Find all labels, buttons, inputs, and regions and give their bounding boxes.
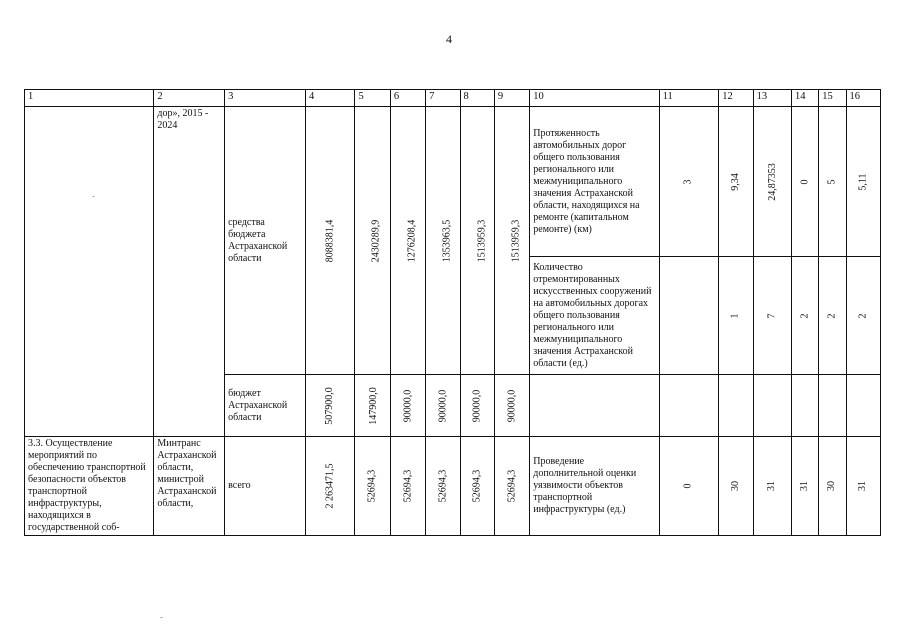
amount-value: 8088381,4 bbox=[324, 219, 336, 262]
funding-source: всего bbox=[225, 437, 306, 536]
indicator-value-cell bbox=[819, 437, 846, 536]
amount-value: 147900,0 bbox=[368, 386, 380, 425]
header-cell: 2 bbox=[154, 90, 225, 107]
amount-cell bbox=[426, 437, 460, 536]
header-cell: 12 bbox=[719, 90, 753, 107]
indicator-value-cell bbox=[791, 437, 818, 536]
indicator-value: 5,11 bbox=[857, 172, 869, 191]
indicator-value-cell bbox=[819, 107, 846, 257]
header-cell: 6 bbox=[390, 90, 425, 107]
indicator-value-cell bbox=[659, 257, 719, 375]
indicator-empty-cell bbox=[659, 375, 719, 437]
scan-speck bbox=[92, 196, 95, 197]
amount-cell bbox=[426, 375, 460, 437]
header-row bbox=[25, 90, 881, 107]
indicator-value-cell bbox=[846, 257, 880, 375]
indicator-value: 30 bbox=[826, 481, 838, 491]
amount-value: 507900,0 bbox=[324, 386, 336, 425]
responsible-executor: Минтранс Астраханской области, министрой Астраханской области, bbox=[154, 437, 225, 536]
amount-value: 52694,3 bbox=[436, 469, 448, 503]
indicator-value: 24,87353 bbox=[766, 162, 778, 201]
indicator-value-cell bbox=[791, 107, 818, 257]
indicator-value-cell bbox=[719, 437, 753, 536]
header-cell: 13 bbox=[753, 90, 791, 107]
amount-value: 52694,3 bbox=[471, 469, 483, 503]
indicator-empty-cell bbox=[791, 375, 818, 437]
amount-cell bbox=[305, 375, 355, 437]
header-cell: 9 bbox=[494, 90, 529, 107]
activity-name: 3.3. Осуществление мероприятий по обеспечению транспортной безопасности объектов транспортной инфраструктуры, находящихся в государственной соб- bbox=[25, 437, 154, 536]
amount-cell bbox=[390, 375, 425, 437]
indicator-value: 1 bbox=[729, 313, 741, 318]
amount-value: 2430289,9 bbox=[370, 219, 382, 262]
amount-cell bbox=[494, 107, 529, 375]
indicator-name: Протяженность автомобильных дорог общего пользования регионального или межмуниципального значения Астраханской области, находящихся на ремонте (капитальном ремонте) (км) bbox=[530, 107, 659, 257]
header-cell: 14 bbox=[791, 90, 818, 107]
indicator-empty-cell bbox=[753, 375, 791, 437]
amount-value: 52694,3 bbox=[366, 469, 378, 503]
indicator-value-cell bbox=[753, 257, 791, 375]
amount-value: 1513959,3 bbox=[475, 219, 487, 262]
indicator-value: 31 bbox=[857, 481, 869, 491]
amount-cell bbox=[460, 375, 494, 437]
amount-cell bbox=[390, 107, 425, 375]
indicator-value: 31 bbox=[799, 481, 811, 491]
indicator-empty-cell bbox=[719, 375, 753, 437]
indicator-empty-cell bbox=[530, 375, 659, 437]
amount-value: 90000,0 bbox=[471, 389, 483, 422]
indicator-value: 2 bbox=[799, 313, 811, 318]
amount-value: 90000,0 bbox=[436, 389, 448, 422]
header-cell: 7 bbox=[426, 90, 460, 107]
amount-value: 52694,3 bbox=[401, 469, 413, 503]
amount-cell bbox=[494, 437, 529, 536]
amount-cell bbox=[305, 107, 355, 375]
amount-cell bbox=[305, 437, 355, 536]
amount-cell bbox=[426, 107, 460, 375]
header-cell: 3 bbox=[225, 90, 306, 107]
indicator-value: 0 bbox=[799, 179, 811, 184]
row-a-col1-cell bbox=[25, 107, 154, 437]
indicator-value: 7 bbox=[766, 313, 778, 318]
row-a-col2-cell: дор», 2015 - 2024 bbox=[154, 107, 225, 437]
indicator-empty-cell bbox=[846, 375, 880, 437]
amount-value: 90000,0 bbox=[506, 389, 518, 422]
program-table bbox=[24, 89, 881, 536]
indicator-name: Проведение дополнительной оценки уязвимости объектов транспортной инфраструктуры (ед.) bbox=[530, 437, 659, 536]
indicator-empty-cell bbox=[819, 375, 846, 437]
header-cell: 10 bbox=[530, 90, 659, 107]
amount-value: 90000,0 bbox=[401, 389, 413, 422]
amount-value: 52694,3 bbox=[506, 469, 518, 503]
header-cell: 8 bbox=[460, 90, 494, 107]
header-cell: 4 bbox=[305, 90, 355, 107]
indicator-value-cell bbox=[791, 257, 818, 375]
indicator-value: 5 bbox=[826, 179, 838, 184]
amount-value: 1276208,4 bbox=[406, 219, 418, 262]
amount-cell bbox=[460, 107, 494, 375]
scan-speck bbox=[160, 617, 163, 618]
indicator-value: 2 bbox=[826, 313, 838, 318]
indicator-value-cell bbox=[846, 437, 880, 536]
header-cell: 1 bbox=[25, 90, 154, 107]
header-cell: 16 bbox=[846, 90, 880, 107]
indicator-name: Количество отремонтированных искусственных сооружений на автомобильных дорогах общего пользования регионального или межмуниципального значения Астраханской области (ед.) bbox=[530, 257, 659, 375]
header-cell: 15 bbox=[819, 90, 846, 107]
table-row bbox=[25, 437, 881, 536]
table-row bbox=[25, 107, 881, 257]
indicator-value: 0 bbox=[682, 483, 694, 489]
indicator-value: 31 bbox=[766, 481, 778, 491]
indicator-value-cell bbox=[819, 257, 846, 375]
amount-value: 2 263471,5 bbox=[324, 463, 336, 509]
indicator-value: 3 bbox=[682, 179, 694, 184]
indicator-value-cell bbox=[846, 107, 880, 257]
amount-cell bbox=[355, 437, 390, 536]
amount-value: 1513959,3 bbox=[510, 219, 522, 262]
amount-cell bbox=[355, 107, 390, 375]
amount-cell bbox=[460, 437, 494, 536]
indicator-value-cell bbox=[719, 107, 753, 257]
amount-cell bbox=[494, 375, 529, 437]
amount-cell bbox=[390, 437, 425, 536]
indicator-value: 30 bbox=[729, 481, 741, 491]
header-cell: 5 bbox=[355, 90, 390, 107]
amount-value: 1353963,5 bbox=[441, 219, 453, 262]
indicator-value-cell bbox=[719, 257, 753, 375]
indicator-value: 2 bbox=[857, 313, 869, 318]
funding-source: бюджет Астраханской области bbox=[225, 375, 306, 437]
funding-source: средства бюджета Астраханской области bbox=[225, 107, 306, 375]
amount-cell bbox=[355, 375, 390, 437]
indicator-value-cell bbox=[753, 437, 791, 536]
indicator-value: 9,34 bbox=[729, 172, 741, 191]
header-cell: 11 bbox=[659, 90, 719, 107]
indicator-value-cell bbox=[659, 107, 719, 257]
page-number: 4 bbox=[446, 32, 452, 46]
indicator-value-cell bbox=[659, 437, 719, 536]
indicator-value-cell bbox=[753, 107, 791, 257]
